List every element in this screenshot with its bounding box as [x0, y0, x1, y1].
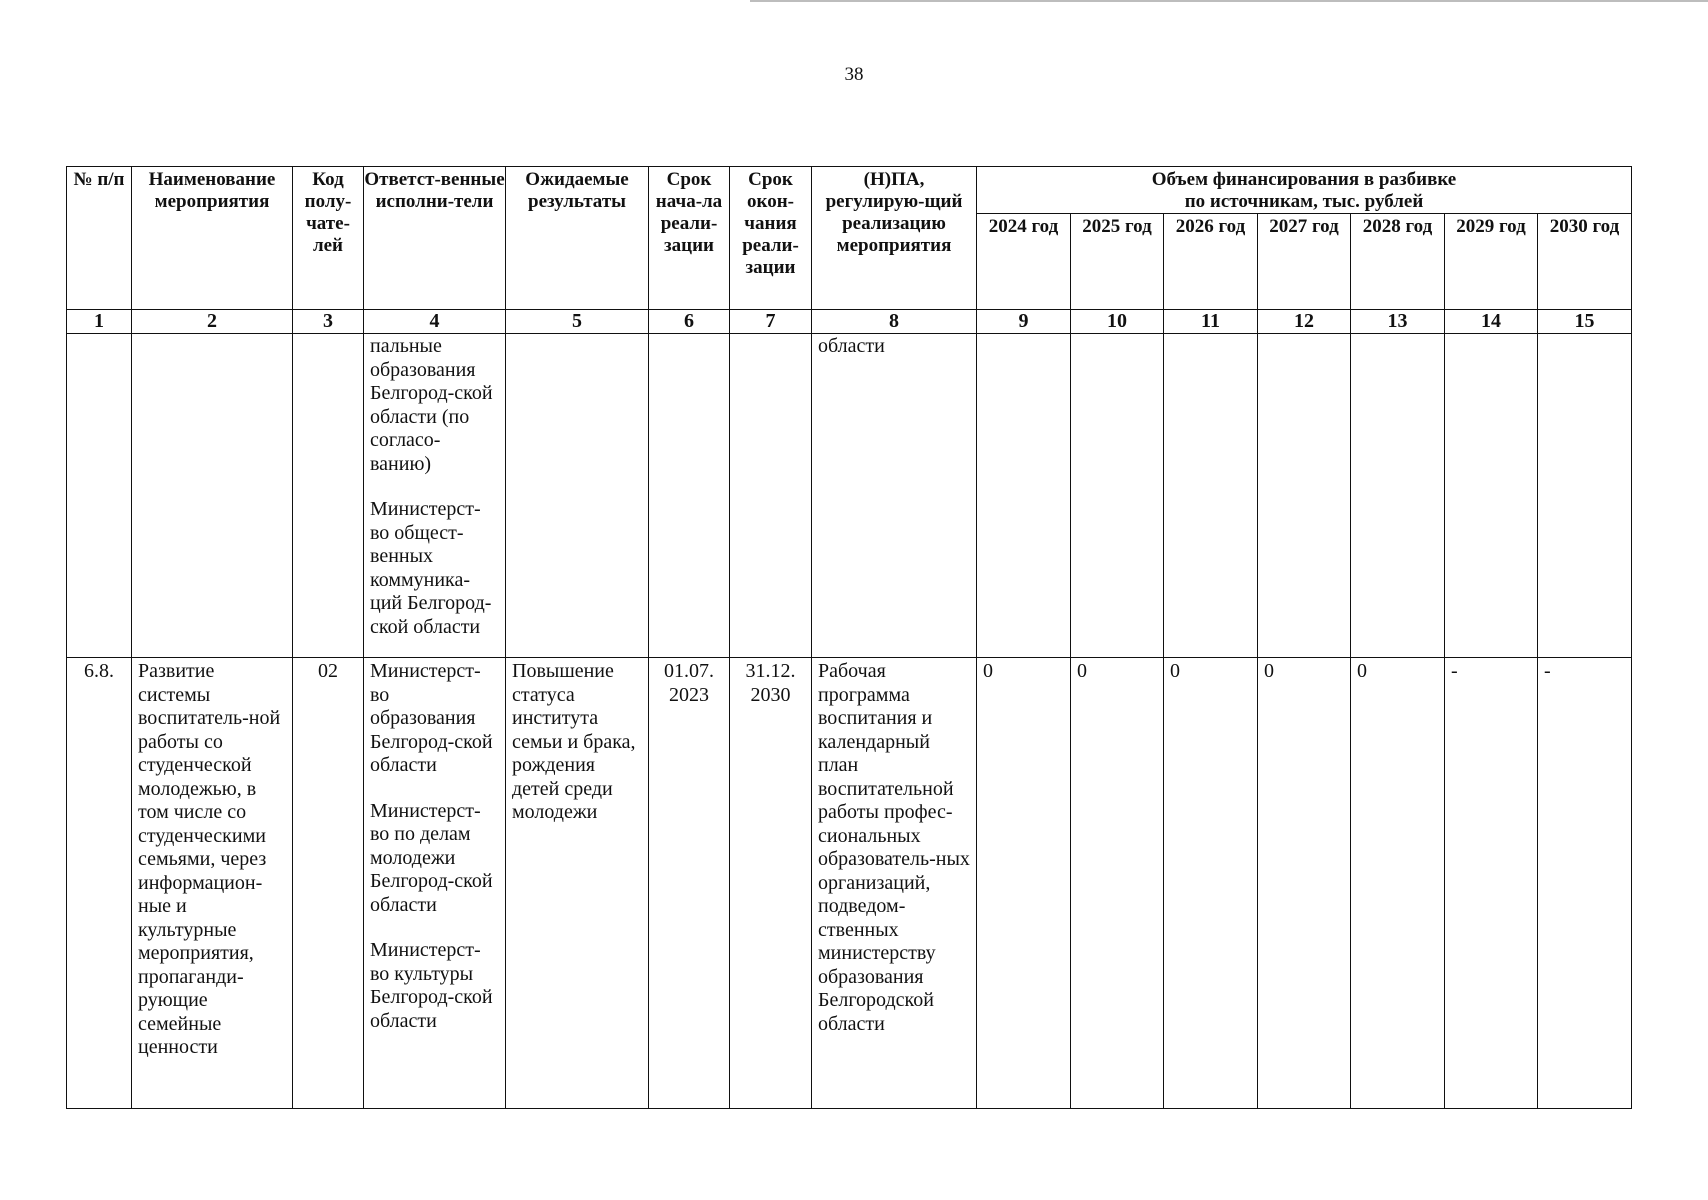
table-cell [67, 334, 132, 658]
financing-value: - [1445, 658, 1538, 1109]
row-responsible-1: Министерст-во образования Белгород-ской области [370, 660, 493, 776]
table-cell [1164, 334, 1258, 658]
column-number: 9 [977, 310, 1071, 334]
table-cell [649, 334, 730, 658]
header-financing-line-2: по источникам, тыс. рублей [1184, 191, 1424, 212]
table-cell [1071, 334, 1164, 658]
program-table-container [66, 166, 1632, 1109]
column-number: 6 [649, 310, 730, 334]
column-number: 12 [1258, 310, 1351, 334]
table-cell [132, 334, 293, 658]
row-name: Развитие системы воспитатель-ной работы со студенческой молодежью, в том числе со студенческими семьями, через информацион-ные и культурные мероприятия, пропаганди-рующие семейные ценности [132, 658, 293, 1109]
column-number: 10 [1071, 310, 1164, 334]
continuation-responsible-2: Министерст-во общест-венных коммуника-ций Белгород-ской области [370, 498, 492, 638]
header-end: Срок окон-чания реали-зации [730, 167, 812, 310]
column-number-row [67, 310, 1632, 334]
row-responsible-cell [364, 658, 506, 1109]
column-number: 3 [293, 310, 364, 334]
column-number: 5 [506, 310, 649, 334]
header-npa: (Н)ПА, регулирую-щий реализацию мероприятия [812, 167, 977, 310]
column-number: 8 [812, 310, 977, 334]
header-code: Код полу-чате-лей [293, 167, 364, 310]
financing-value: 0 [1164, 658, 1258, 1109]
continuation-responsible-1: пальные образования Белгород-ской области (по согласо-ванию) [370, 335, 493, 475]
table-cell [1538, 334, 1632, 658]
financing-value: 0 [1071, 658, 1164, 1109]
column-number: 15 [1538, 310, 1632, 334]
continuation-row [67, 334, 1632, 658]
header-year: 2027 год [1258, 214, 1351, 310]
header-year: 2029 год [1445, 214, 1538, 310]
table-cell [1258, 334, 1351, 658]
header-expected: Ожидаемые результаты [506, 167, 649, 310]
row-responsible-3: Министерст-во культуры Белгород-ской области [370, 939, 493, 1032]
header-name: Наименование мероприятия [132, 167, 293, 310]
table-cell [730, 334, 812, 658]
column-number: 14 [1445, 310, 1538, 334]
row-code: 02 [293, 658, 364, 1109]
header-responsible: Ответст-венные исполни-тели [364, 167, 506, 310]
header-year: 2025 год [1071, 214, 1164, 310]
financing-value: 0 [1258, 658, 1351, 1109]
header-year: 2028 год [1351, 214, 1445, 310]
header-year: 2026 год [1164, 214, 1258, 310]
row-npa: Рабочая программа воспитания и календарный план воспитательной работы профес-сиональных образователь-ных организаций, подведом-ственных министерству образования Белгородской области [812, 658, 977, 1109]
column-number: 13 [1351, 310, 1445, 334]
column-number: 4 [364, 310, 506, 334]
header-start: Срок нача-ла реали-зации [649, 167, 730, 310]
table-cell [977, 334, 1071, 658]
header-year: 2024 год [977, 214, 1071, 310]
header-year: 2030 год [1538, 214, 1632, 310]
header-row-1 [67, 167, 1632, 214]
financing-value: 0 [977, 658, 1071, 1109]
spacer [370, 476, 499, 498]
row-num: 6.8. [67, 658, 132, 1109]
table-cell [506, 334, 649, 658]
row-expected: Повышение статуса института семьи и брака, рождения детей среди молодежи [506, 658, 649, 1109]
header-num: № п/п [67, 167, 132, 310]
row-responsible-2: Министерст-во по делам молодежи Белгород-ской области [370, 799, 493, 916]
program-table [66, 166, 1632, 1109]
row-end: 31.12. 2030 [730, 658, 812, 1109]
header-financing-line-1: Объем финансирования в разбивке [1151, 169, 1457, 190]
header-financing [977, 167, 1632, 214]
table-row-6-8 [67, 658, 1632, 1109]
column-number: 2 [132, 310, 293, 334]
column-number: 7 [730, 310, 812, 334]
column-number: 1 [67, 310, 132, 334]
table-cell [1445, 334, 1538, 658]
column-number: 11 [1164, 310, 1258, 334]
table-cell [1351, 334, 1445, 658]
continuation-npa: области [812, 334, 977, 658]
spacer [370, 917, 499, 939]
top-edge-rule [750, 0, 1708, 2]
continuation-responsible-cell [364, 334, 506, 658]
table-cell [293, 334, 364, 658]
financing-value: 0 [1351, 658, 1445, 1109]
row-start: 01.07. 2023 [649, 658, 730, 1109]
financing-value: - [1538, 658, 1632, 1109]
spacer [370, 778, 499, 800]
page-number: 38 [844, 64, 864, 85]
